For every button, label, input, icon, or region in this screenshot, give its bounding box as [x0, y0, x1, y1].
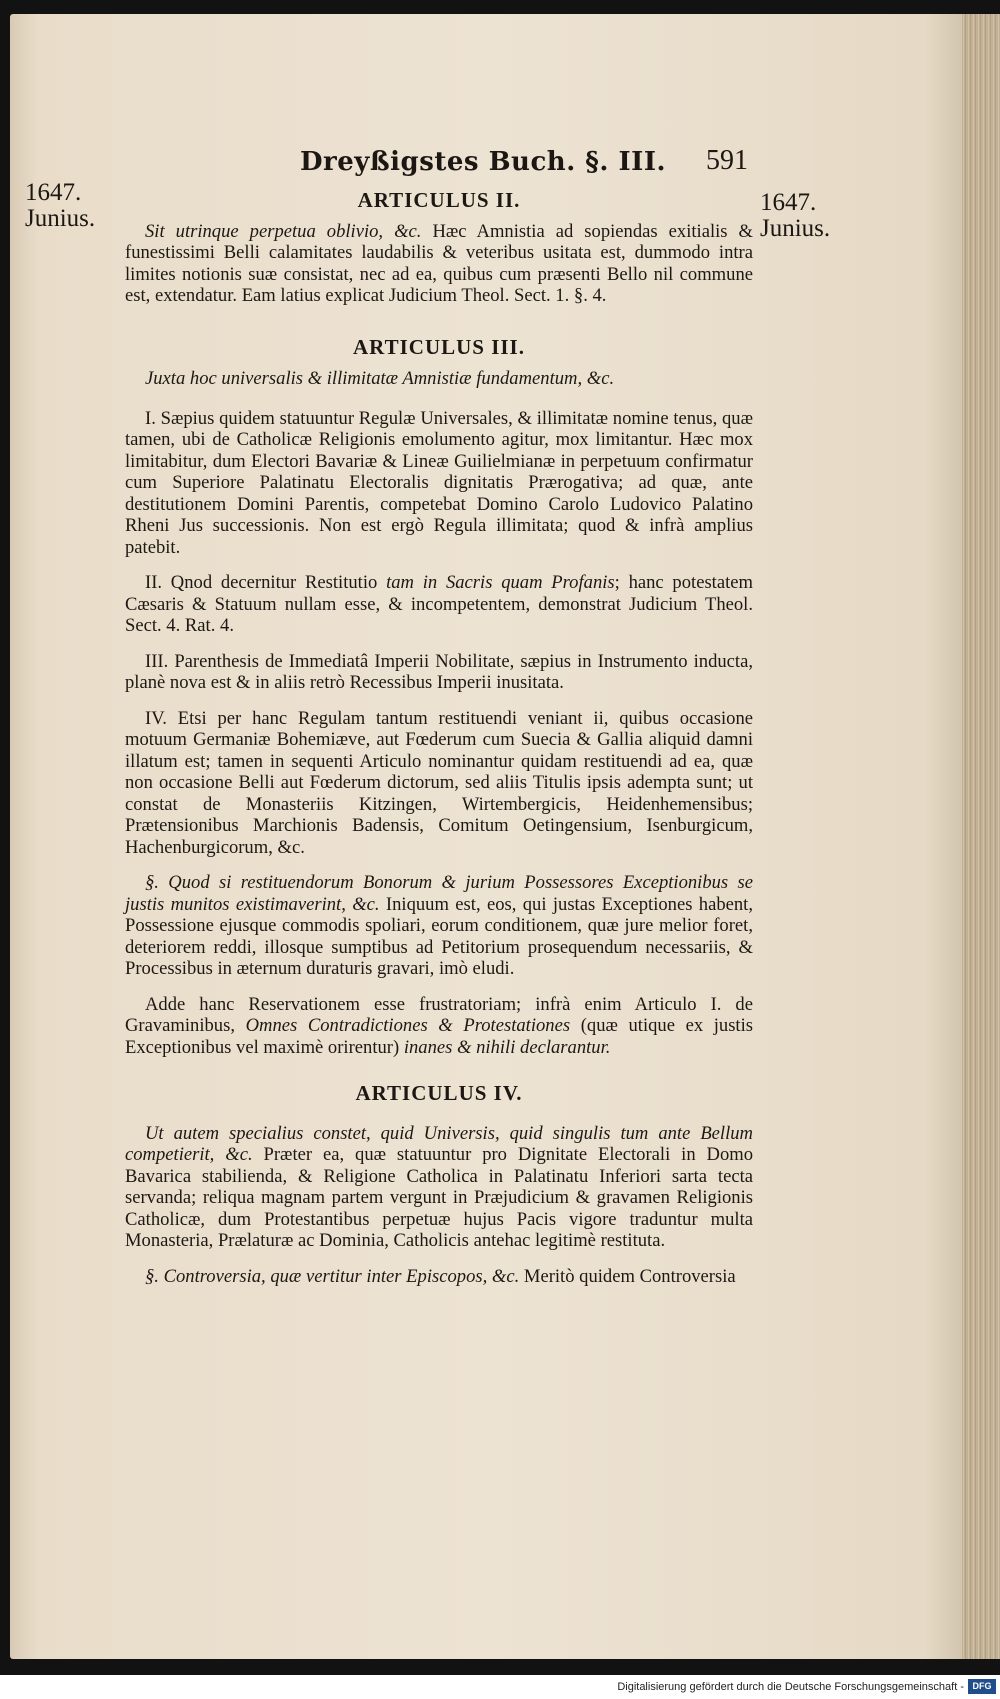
paragraph	[125, 572, 753, 637]
paragraph	[125, 1266, 753, 1288]
paragraph	[125, 368, 753, 390]
paragraph-text: Præter ea, quæ statuuntur pro Dignitate Electorali in Domo Bavarica stabilienda, & Religione Catholica in Palatinatu Inferiori sarta tecta servanda; reliqua magnam partem vergunt in Præjudicium & gravamen Religionis Catholicæ, dum Protestantibus perpetuæ hujus Pacis vigore traduntur multa Monasteria, Prælaturæ ac Dominia, Catholicis antehac legitimè restituta.	[125, 1144, 754, 1251]
italic-lemma: §. Quod si restituendorum Bonorum & jurium Possessores Exceptionibus se justis munitos existimaverint, &c.	[125, 872, 753, 915]
paragraph-text: Adde hanc Reservationem esse frustratoriam; infrà enim Articulo I. de Gravaminibus,	[125, 993, 753, 1036]
margin-year: 1647.	[25, 179, 82, 206]
italic-lemma: Ut autem specialius constet, quid Universis, quid singulis tum ante Bellum competierit, &c.	[125, 1122, 753, 1165]
margin-note-right	[760, 190, 830, 242]
italic-phrase: tam in Sacris quam Profanis	[386, 572, 615, 593]
page-number: 591	[706, 145, 748, 176]
paragraph	[125, 1123, 753, 1252]
margin-note-left	[25, 180, 95, 232]
paragraph	[125, 994, 753, 1059]
digitization-credit: Digitalisierung gefördert durch die Deutsche Forschungsgemeinschaft -	[617, 1681, 964, 1693]
margin-year: 1647.	[760, 189, 817, 216]
paragraph-text: II. Qnod decernitur Restitutio	[145, 572, 387, 593]
body-text	[125, 190, 753, 1301]
paragraph: III. Parenthesis de Immediatâ Imperii Nobilitate, sæpius in Instrumento inducta, planè nova est & in aliis retrò Recessibus Imperii inusitata.	[125, 650, 753, 693]
paragraph-text: (quæ utique ex justis Exceptionibus vel maximè orirentur)	[125, 1015, 754, 1058]
italic-lemma: §. Controversia, quæ vertitur inter Episcopos, &c.	[145, 1265, 520, 1287]
article-heading: ARTICULUS III.	[353, 334, 525, 359]
paragraph	[125, 221, 753, 307]
article-heading: ARTICULUS II.	[357, 188, 521, 212]
dfg-logo: DFG	[968, 1679, 996, 1694]
italic-phrase: Omnes Contradictiones & Protestationes	[245, 1015, 571, 1036]
paragraph-text: Meritò quidem Controversia	[519, 1265, 736, 1287]
margin-month: Junius.	[25, 205, 96, 232]
paragraph-text: ; hanc potestatem Cæsaris & Statuum nullam esse, & incompetentem, demonstrat Judicium Theol. Sect. 4. Rat. 4.	[125, 572, 753, 636]
paragraph-text: Iniquum est, eos, qui justas Exceptiones habent, Possessione ejusque commodis spoliari, eorum conditionem, quæ jure melior foret, deteriorem reddi, illosque sumptibus ad Petitorium prosequendum necessariis, & Processibus in æternum duraturis gravari, imò eludi.	[125, 893, 754, 979]
paragraph-text: Hæc Amnistia ad sopiendas exitialis & funestissimi Belli calamitates laudabilis & veteribus usitata est, dummodo intra limites notionis suæ consistat, nec ad ea, quibus cum præsenti Bello nil commune est, extendatur. Eam latius explicat Judicium Theol. Sect. 1. §. 4.	[125, 220, 753, 306]
paragraph: I. Sæpius quidem statuuntur Regulæ Universales, & illimitatæ nomine tenus, quæ tamen, ubi de Catholicæ Religionis emolumento agitur, mox limitantur. Hæc mox limitabitur, dum Electori Bavariæ & Lineæ Guilielmianæ in perpetuum confirmatur cum Superiore Palatinatu Electoralis dignitatis Prærogativa; ad quæ, ante destitutionem Domini Parentis, competebat Domino Carolo Ludovico Palatino Rheni Jus successionis. Non est ergò Regula illimitata; quod & infrà amplius patebit.	[125, 407, 753, 558]
italic-lemma: Sit utrinque perpetua oblivio, &c.	[145, 220, 422, 242]
running-head: Dreyßigstes Buch. §. III.	[300, 147, 667, 177]
margin-month: Junius.	[760, 215, 831, 242]
italic-phrase: inanes & nihili declarantur.	[403, 1036, 611, 1058]
paragraph: IV. Etsi per hanc Regulam tantum restituendi veniant ii, quibus occasione motuum Germaniæ Bohemiæve, aut Fœderum cum Suecia & Gallia aliquid damni illatum est; tamen in sequenti Articulo nominantur quidam restituendi ad ea, quæ non occasione Belli aut Fœderum dictorum, sed aliis Titulis ipsis adempta sunt; ut constat de Monasteriis Kitzingen, Wirtembergicis, Heidenhemensibus; Prætensionibus Marchionis Badensis, Comitum Oetingensium, Isenburgicum, Hachenburgicorum, &c.	[125, 707, 753, 858]
paragraph	[125, 872, 753, 980]
page-edge	[962, 14, 1000, 1659]
italic-lemma: Juxta hoc universalis & illimitatæ Amnistiæ fundamentum, &c.	[145, 368, 615, 389]
article-heading: ARTICULUS IV.	[355, 1081, 523, 1105]
